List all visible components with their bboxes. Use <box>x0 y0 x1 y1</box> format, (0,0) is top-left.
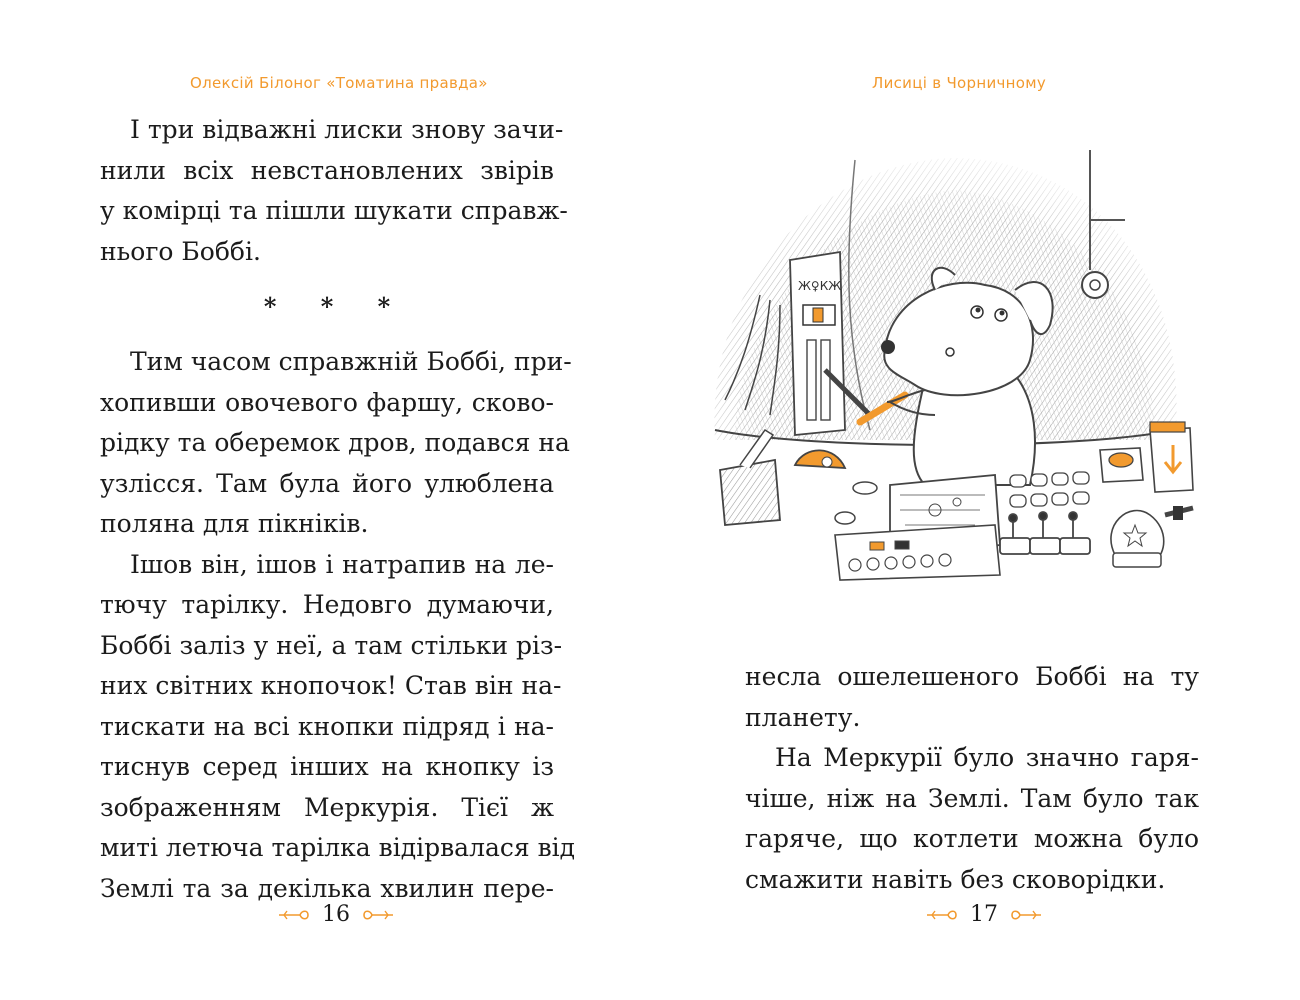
text-line: І три відважні лиски знову зачи- <box>130 115 564 144</box>
ornament-left-icon <box>278 908 312 922</box>
text-line: тиснув серед інших на кнопку із <box>100 752 554 781</box>
text-line: Землі та за декілька хвилин пере- <box>100 873 554 903</box>
text-line: несла ошелешеного Боббі на ту <box>745 662 1199 691</box>
page-number: 17 <box>970 902 998 927</box>
running-head-author-title: Олексій Білоног «Томатина правда» <box>190 74 488 92</box>
right-page <box>650 0 1300 1000</box>
text-line: них світних кнопочок! Став він на- <box>100 671 562 700</box>
text-line: нили всіх невстановлених звірів <box>100 155 554 185</box>
text-line: у комірці та пішли шукати справж- <box>100 196 568 225</box>
left-text-block <box>100 110 576 909</box>
page-number: 16 <box>322 902 350 927</box>
text-line: смажити навіть без сковорідки. <box>745 864 1166 894</box>
panel-label: Ж♀КЖ <box>798 279 842 293</box>
text-line: планету. <box>745 702 861 732</box>
running-head-chapter-title: Лисиці в Чорничному <box>872 74 1047 92</box>
text-line: На Меркурії було значно гаря- <box>775 743 1199 772</box>
text-line: тючу тарілку. Недовго думаючи, <box>100 590 554 619</box>
page-number-left <box>278 902 394 927</box>
text-line: зображенням Меркурія. Тієї ж <box>100 792 554 822</box>
page-number-right <box>926 902 1042 927</box>
text-line: поляна для пікніків. <box>100 509 369 538</box>
ornament-right-icon <box>1008 908 1042 922</box>
ornament-right-icon <box>360 908 394 922</box>
text-line: рідку та оберемок дров, подався на <box>100 428 570 457</box>
text-line: Ішов він, ішов і натрапив на ле- <box>130 549 554 579</box>
right-text-block <box>745 657 1199 900</box>
text-line: чіше, ніж на Землі. Там було так <box>745 783 1199 813</box>
text-line: Боббі заліз у неї, а там стільки різ- <box>100 630 563 660</box>
section-separator: * * * <box>263 292 409 321</box>
ornament-left-icon <box>926 908 960 922</box>
text-line: тискати на всі кнопки підряд і на- <box>100 711 554 741</box>
text-line: хопивши овочевого фаршу, сково- <box>100 387 554 417</box>
dog-pilot-spaceship-illustration <box>695 140 1195 600</box>
text-line: нього Боббі. <box>100 236 261 266</box>
text-line: узлісся. Там була його улюблена <box>100 468 554 498</box>
text-line: гаряче, що котлети можна було <box>745 824 1199 853</box>
illustration-svg <box>695 140 1195 600</box>
text-line: Тим часом справжній Боббі, при- <box>130 347 572 376</box>
text-line: миті летюча тарілка відірвалася від <box>100 833 576 862</box>
